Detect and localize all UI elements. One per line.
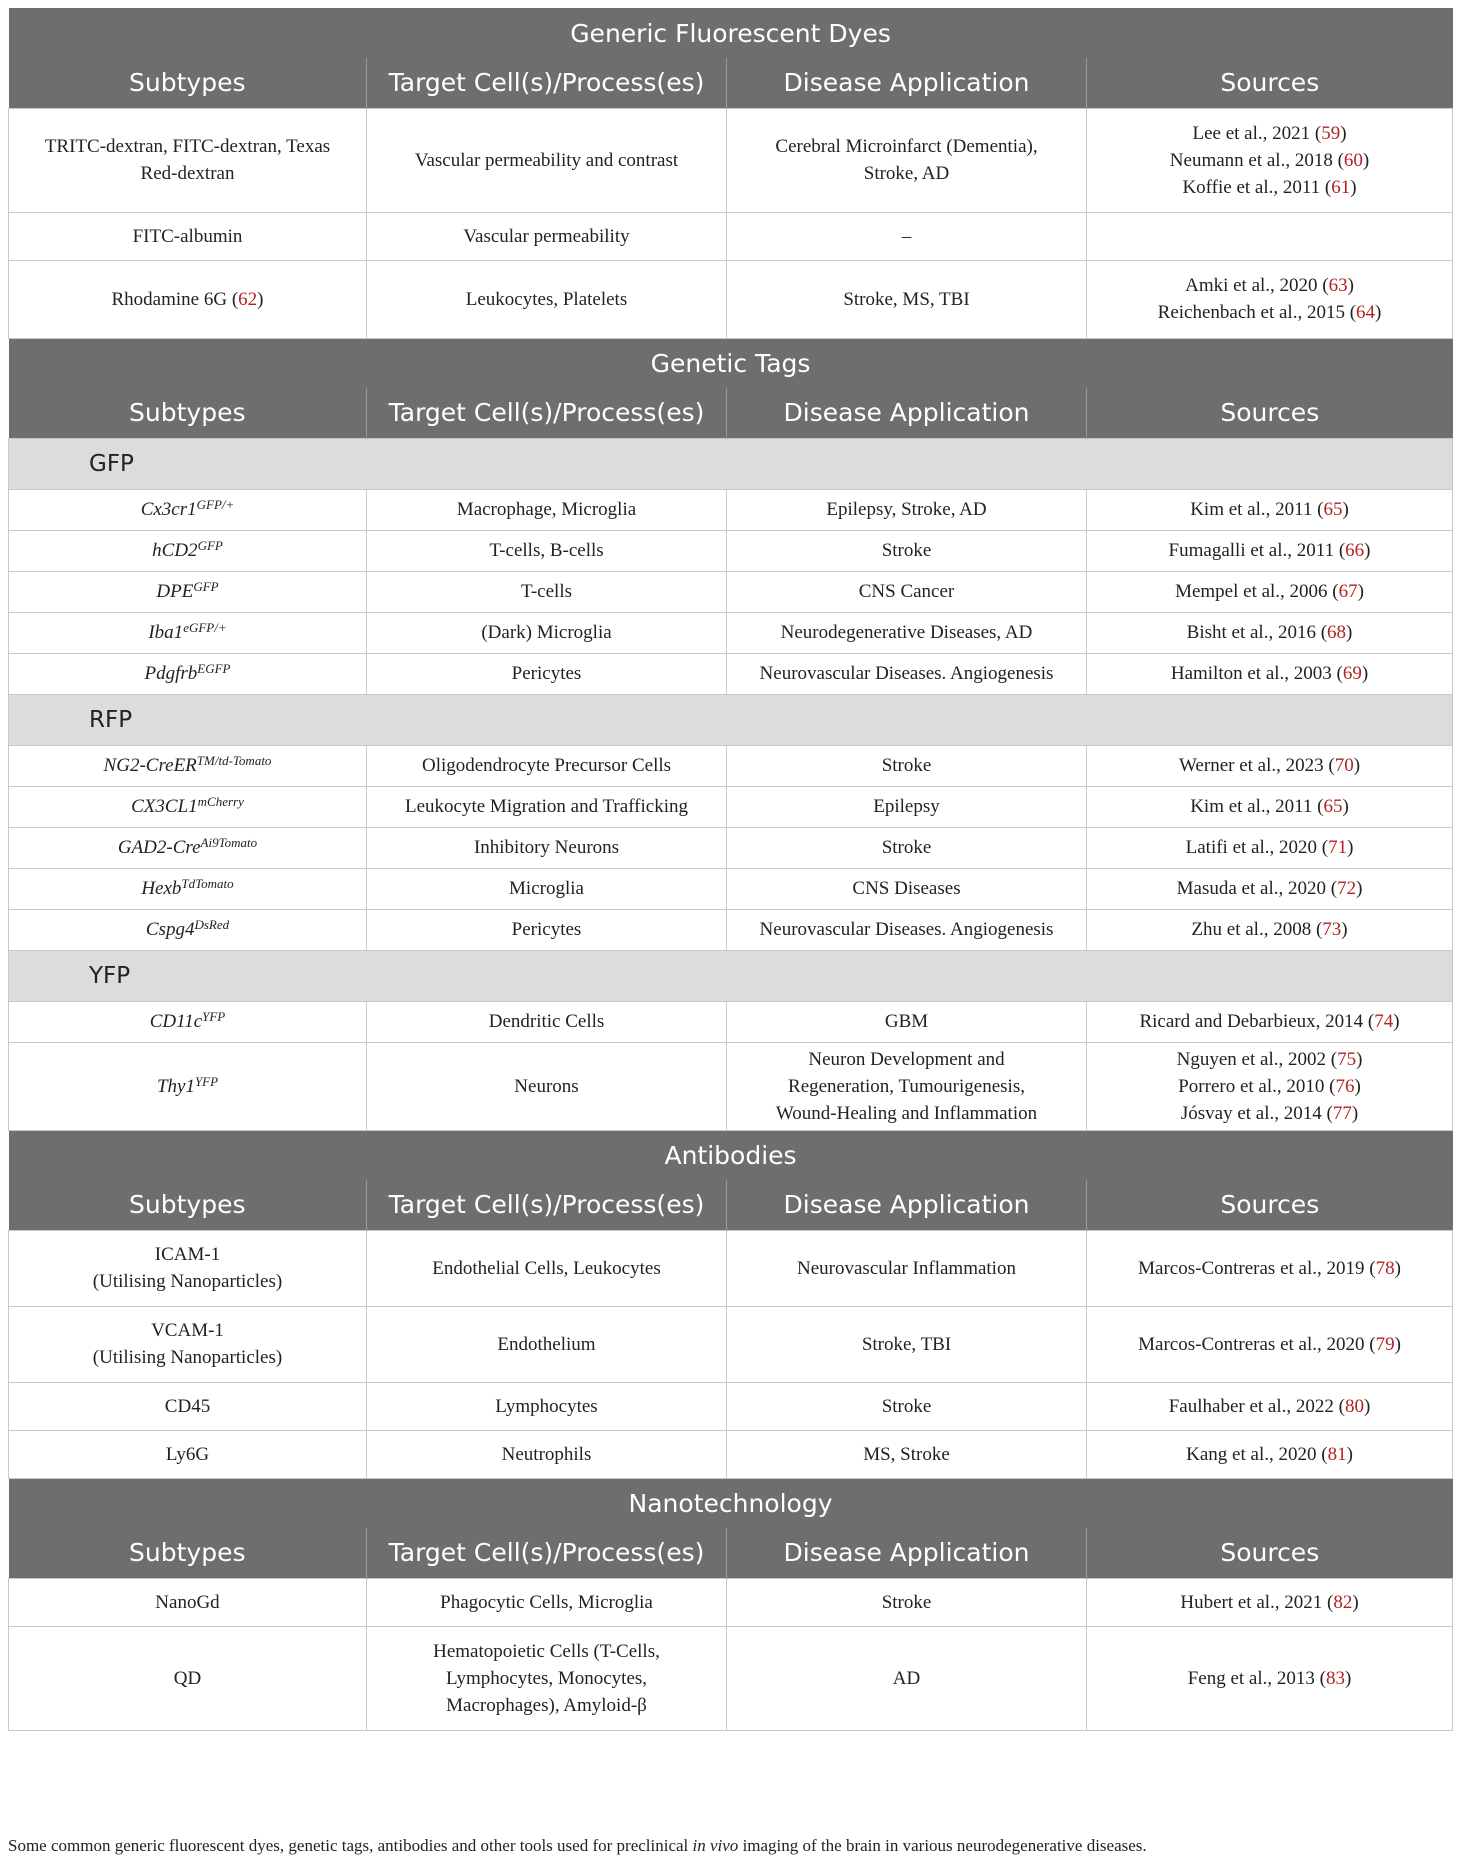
source-line: Hubert et al., 2021 (82) (1180, 1591, 1359, 1613)
sources-cell (1087, 909, 1453, 950)
column-header-row (9, 1528, 1453, 1578)
reference-link: 67 (1338, 581, 1358, 602)
column-header: Disease Application (727, 1528, 1087, 1578)
disease-cell: GBM (727, 1001, 1087, 1042)
cell-line: Ly6G (165, 1443, 210, 1465)
source-line: Amki et al., 2020 (63) (1185, 275, 1354, 296)
target-cell: Oligodendrocyte Precursor Cells (367, 745, 727, 786)
cell-line: TRITC-dextran, FITC-dextran, Texas (44, 136, 331, 157)
group-row (9, 950, 1453, 1001)
subtype-cell (9, 786, 367, 827)
reference-link: 74 (1374, 1011, 1394, 1032)
source-line: Kim et al., 2011 (65) (1190, 796, 1349, 817)
source-line: Jósvay et al., 2014 (77) (1180, 1102, 1359, 1124)
sources-cell (1087, 1042, 1453, 1130)
sources-cell (1087, 827, 1453, 868)
caption-text-end: imaging of the brain in various neurodegenerative diseases. (738, 1836, 1147, 1855)
disease-cell: CNS Diseases (727, 868, 1087, 909)
source-line: Latifi et al., 2020 (71) (1185, 837, 1354, 858)
column-header: Target Cell(s)/Process(es) (367, 388, 727, 438)
reference-link: 77 (1332, 1102, 1352, 1124)
sources-cell (1087, 571, 1453, 612)
column-header: Sources (1087, 1528, 1453, 1578)
target-cell: Microglia (367, 868, 727, 909)
source-line: Ricard and Debarbieux, 2014 (74) (1139, 1011, 1400, 1032)
cell-line: Endothelial Cells, Leukocytes (432, 1257, 661, 1279)
disease-cell: Epilepsy, Stroke, AD (727, 489, 1087, 530)
disease-cell (727, 1230, 1087, 1306)
table-row (9, 212, 1453, 260)
cell-line: Vascular permeability and contrast (414, 149, 679, 171)
table-row (9, 571, 1453, 612)
subtype-cell (9, 1306, 367, 1382)
section-title: Generic Fluorescent Dyes (9, 8, 1453, 58)
column-header: Subtypes (9, 58, 367, 108)
target-cell (367, 1430, 727, 1478)
reference-link: 66 (1345, 540, 1365, 561)
source-line: Feng et al., 2013 (83) (1187, 1667, 1352, 1689)
subtype-cell (9, 827, 367, 868)
disease-cell: Stroke (727, 745, 1087, 786)
cell-line: Regeneration, Tumourigenesis, (788, 1075, 1025, 1097)
sources-cell (1087, 1001, 1453, 1042)
table-row (9, 1382, 1453, 1430)
cell-line: Stroke, AD (863, 163, 950, 184)
table-row (9, 909, 1453, 950)
gene-name: $CX3CL1^{mCherry}$ (131, 794, 244, 817)
table-row (9, 530, 1453, 571)
target-cell (367, 260, 727, 338)
column-header: Target Cell(s)/Process(es) (367, 58, 727, 108)
cell-line: Leukocytes, Platelets (465, 288, 628, 310)
cell-line: – (901, 225, 912, 247)
subtype-cell (9, 909, 367, 950)
subtype-cell (9, 1578, 367, 1626)
cell-line: QD (173, 1667, 202, 1689)
reference-link: 76 (1335, 1075, 1355, 1097)
cell-line: Stroke, MS, TBI (843, 288, 970, 310)
gene-name: $Thy1^{YFP}$ (156, 1073, 219, 1097)
sources-cell (1087, 612, 1453, 653)
table-row (9, 1578, 1453, 1626)
subtype-cell (9, 1230, 367, 1306)
table-row (9, 1230, 1453, 1306)
sources-cell (1087, 212, 1453, 260)
reference-link: 61 (1331, 176, 1351, 198)
gene-name: Pdgfrb$^{EGFP}$ (144, 661, 231, 684)
sources-cell (1087, 1430, 1453, 1478)
reference-link: 70 (1334, 755, 1354, 776)
source-line: Werner et al., 2023 (70) (1179, 755, 1361, 776)
reference-link: 60 (1343, 149, 1363, 171)
target-cell: Neurons (367, 1042, 727, 1130)
section-title: Nanotechnology (9, 1478, 1453, 1528)
section-title-row (9, 1478, 1453, 1528)
target-cell: Pericytes (367, 653, 727, 694)
sources-cell (1087, 1306, 1453, 1382)
cell-line: NanoGd (155, 1591, 220, 1613)
source-line: Masuda et al., 2020 (72) (1176, 878, 1363, 899)
gene-name: GAD2-Cre$^{Ai9Tomato}$ (117, 835, 258, 858)
section-title-row (9, 8, 1453, 58)
target-cell (367, 1306, 727, 1382)
reference-link: 73 (1322, 919, 1342, 940)
table-row (9, 489, 1453, 530)
source-line: Kang et al., 2020 (81) (1186, 1443, 1353, 1465)
subtype-cell (9, 612, 367, 653)
cell-line: Neurovascular Inflammation (797, 1257, 1016, 1279)
column-header: Disease Application (727, 388, 1087, 438)
column-header: Target Cell(s)/Process(es) (367, 1528, 727, 1578)
reference-link: 65 (1323, 796, 1343, 817)
target-cell: Pericytes (367, 909, 727, 950)
sources-cell (1087, 1382, 1453, 1430)
source-line: Neumann et al., 2018 (60) (1169, 149, 1370, 171)
sources-cell (1087, 1230, 1453, 1306)
column-header-row (9, 1180, 1453, 1230)
cell-line: Phagocytic Cells, Microglia (440, 1591, 653, 1613)
imaging-tools-table (8, 8, 1453, 1731)
table-row (9, 1042, 1453, 1130)
sources-cell (1087, 1578, 1453, 1626)
source-line: Porrero et al., 2010 (76) (1178, 1075, 1361, 1097)
disease-cell (727, 108, 1087, 212)
gene-superscript: TdTomato (181, 876, 234, 891)
target-cell (367, 108, 727, 212)
reference-link: 80 (1344, 1395, 1364, 1417)
sources-cell (1087, 1626, 1453, 1730)
cell-line: ICAM-1 (154, 1244, 221, 1265)
subtype-cell (9, 1430, 367, 1478)
source-line: Lee et al., 2021 (59) (1192, 122, 1347, 144)
cell-line: MS, Stroke (863, 1443, 950, 1465)
disease-cell (727, 1382, 1087, 1430)
column-header: Subtypes (9, 388, 367, 438)
sources-cell (1087, 868, 1453, 909)
reference-link: 81 (1327, 1443, 1347, 1465)
gene-name: $Cx3cr1^{GFP/+}$ (140, 497, 235, 520)
target-cell (367, 212, 727, 260)
source-line: Reichenbach et al., 2015 (64) (1157, 302, 1382, 323)
disease-cell: Neurodegenerative Diseases, AD (727, 612, 1087, 653)
disease-cell (727, 1626, 1087, 1730)
cell-line: Neuron Development and (808, 1048, 1005, 1070)
sources-cell (1087, 745, 1453, 786)
source-line: Zhu et al., 2008 (73) (1191, 919, 1348, 940)
gene-name: $Iba1^{eGFP/+}$ (148, 620, 227, 643)
table-row (9, 1306, 1453, 1382)
column-header: Sources (1087, 388, 1453, 438)
source-line: Nguyen et al., 2002 (75) (1176, 1048, 1363, 1070)
target-cell (367, 1230, 727, 1306)
column-header: Disease Application (727, 1180, 1087, 1230)
gene-name: $Cspg4^{DsRed}$ (145, 917, 230, 940)
reference-link: 79 (1375, 1333, 1395, 1355)
disease-cell (727, 212, 1087, 260)
reference-link: 78 (1375, 1257, 1395, 1279)
target-cell (367, 1626, 727, 1730)
target-cell: (Dark) Microglia (367, 612, 727, 653)
gene-name: Hexb$^{TdTomato}$ (141, 876, 234, 899)
gene-name: $hCD2^{GFP}$ (152, 538, 223, 561)
cell-line: Vascular permeability (463, 225, 630, 247)
source-line: Marcos-Contreras et al., 2019 (78) (1138, 1257, 1401, 1279)
source-line: Bisht et al., 2016 (68) (1186, 622, 1353, 643)
reference-link: 82 (1333, 1591, 1353, 1613)
source-line: Fumagalli et al., 2011 (66) (1168, 540, 1371, 561)
cell-line: Wound-Healing and Inflammation (775, 1102, 1038, 1124)
reference-link: 83 (1325, 1667, 1345, 1689)
source-line: Koffie et al., 2011 (61) (1182, 176, 1357, 198)
column-header-row (9, 58, 1453, 108)
reference-link: 75 (1337, 1048, 1357, 1070)
cell-line: Neutrophils (501, 1443, 592, 1465)
disease-cell: Neurovascular Diseases. Angiogenesis (727, 909, 1087, 950)
cell-line: Stroke (881, 1395, 932, 1417)
cell-line: FITC-albumin (132, 225, 243, 247)
disease-cell: Epilepsy (727, 786, 1087, 827)
gene-superscript: TM/td-Tomato (196, 753, 272, 768)
gene-superscript: eGFP/+ (183, 620, 227, 635)
cell-line: Endothelium (497, 1333, 596, 1355)
column-header: Target Cell(s)/Process(es) (367, 1180, 727, 1230)
cell-line: Stroke, TBI (861, 1333, 952, 1355)
reference-link: 64 (1356, 302, 1376, 323)
gene-superscript: YFP (202, 1009, 226, 1024)
disease-cell (727, 260, 1087, 338)
subtype-cell (9, 212, 367, 260)
column-header: Sources (1087, 58, 1453, 108)
cell-line: Lymphocytes (495, 1395, 598, 1417)
table-row (9, 108, 1453, 212)
cell-line: AD (892, 1667, 921, 1689)
source-line: Marcos-Contreras et al., 2020 (79) (1138, 1333, 1401, 1355)
sources-cell (1087, 653, 1453, 694)
target-cell: T-cells, B-cells (367, 530, 727, 571)
gene-name: $CD11c^{YFP}$ (149, 1009, 226, 1032)
cell-line: Stroke (881, 1591, 932, 1613)
subtype-cell (9, 653, 367, 694)
group-label: YFP (9, 950, 1453, 1001)
cell-line: Macrophages), Amyloid-β (446, 1694, 647, 1716)
cell-line: Lymphocytes, Monocytes, (445, 1667, 648, 1689)
section-title-row (9, 1130, 1453, 1180)
target-cell: T-cells (367, 571, 727, 612)
table-row (9, 1430, 1453, 1478)
target-cell: Leukocyte Migration and Trafficking (367, 786, 727, 827)
disease-cell: CNS Cancer (727, 571, 1087, 612)
source-line: Faulhaber et al., 2022 (80) (1168, 1395, 1371, 1417)
table-row (9, 827, 1453, 868)
column-header: Sources (1087, 1180, 1453, 1230)
table-row (9, 868, 1453, 909)
group-label: GFP (9, 438, 1453, 489)
subtype-cell (9, 1001, 367, 1042)
cell-line: VCAM-1 (151, 1320, 224, 1341)
disease-cell (727, 1578, 1087, 1626)
section-title-row (9, 338, 1453, 388)
gene-superscript: GFP (197, 538, 223, 553)
cell-line: Hematopoietic Cells (T-Cells, (433, 1640, 660, 1662)
sources-cell (1087, 530, 1453, 571)
source-line: Hamilton et al., 2003 (69) (1170, 663, 1369, 684)
cell-line: Cerebral Microinfarct (Dementia), (775, 136, 1038, 157)
source-line: Kim et al., 2011 (65) (1190, 499, 1349, 520)
cell-line: (Utilising Nanoparticles) (92, 1347, 283, 1368)
gene-superscript: mCherry (197, 794, 244, 809)
disease-cell (727, 1042, 1087, 1130)
table-row (9, 612, 1453, 653)
caption-text: Some common generic fluorescent dyes, genetic tags, antibodies and other tools used for preclinical (8, 1836, 693, 1855)
section-title: Antibodies (9, 1130, 1453, 1180)
sources-cell (1087, 786, 1453, 827)
subtype-cell (9, 745, 367, 786)
gene-superscript: YFP (194, 1073, 219, 1089)
reference-link: 71 (1328, 837, 1348, 858)
reference-link: 72 (1337, 878, 1357, 899)
table-row (9, 1626, 1453, 1730)
group-row (9, 438, 1453, 489)
gene-superscript: GFP (193, 579, 219, 594)
subtype-cell (9, 489, 367, 530)
subtype-cell (9, 1382, 367, 1430)
disease-cell: Stroke (727, 827, 1087, 868)
target-cell (367, 1578, 727, 1626)
disease-cell: Stroke (727, 530, 1087, 571)
disease-cell (727, 1306, 1087, 1382)
column-header: Subtypes (9, 1180, 367, 1230)
table-row (9, 745, 1453, 786)
sources-cell (1087, 489, 1453, 530)
sources-cell (1087, 108, 1453, 212)
sources-cell (1087, 260, 1453, 338)
subtype-cell (9, 571, 367, 612)
table-caption (8, 1836, 1147, 1856)
table-container (8, 8, 1452, 1731)
subtype-cell (9, 530, 367, 571)
target-cell: Dendritic Cells (367, 1001, 727, 1042)
gene-superscript: GFP/+ (196, 497, 235, 512)
subtype-cell (9, 1042, 367, 1130)
cell-line: Red-dextran (140, 163, 235, 184)
cell-line: CD45 (164, 1395, 211, 1417)
caption-italic: in vivo (692, 1836, 739, 1855)
column-header-row (9, 388, 1453, 438)
cell-line: (Utilising Nanoparticles) (92, 1271, 283, 1292)
disease-cell: Neurovascular Diseases. Angiogenesis (727, 653, 1087, 694)
target-cell: Inhibitory Neurons (367, 827, 727, 868)
subtype-cell: Rhodamine 6G (62) (9, 260, 367, 338)
table-row (9, 1001, 1453, 1042)
group-label: RFP (9, 694, 1453, 745)
column-header: Disease Application (727, 58, 1087, 108)
gene-superscript: Ai9Tomato (200, 835, 258, 850)
reference-link: 63 (1328, 275, 1348, 296)
subtype-cell (9, 108, 367, 212)
gene-superscript: EGFP (197, 661, 231, 676)
reference-link: 68 (1327, 622, 1347, 643)
table-row (9, 786, 1453, 827)
subtype-cell (9, 868, 367, 909)
gene-name: NG2-CreER$^{TM/td-Tomato}$ (103, 753, 272, 776)
subtype-cell (9, 1626, 367, 1730)
target-cell (367, 1382, 727, 1430)
gene-name: $DPE^{GFP}$ (156, 579, 219, 602)
column-header: Subtypes (9, 1528, 367, 1578)
gene-superscript: DsRed (194, 917, 230, 932)
reference-link: 69 (1342, 663, 1362, 684)
table-row (9, 260, 1453, 338)
reference-link: 59 (1321, 122, 1341, 144)
target-cell: Macrophage, Microglia (367, 489, 727, 530)
reference-link: 62 (238, 288, 258, 310)
source-line: Mempel et al., 2006 (67) (1175, 581, 1364, 602)
disease-cell (727, 1430, 1087, 1478)
section-title: Genetic Tags (9, 338, 1453, 388)
group-row (9, 694, 1453, 745)
table-row (9, 653, 1453, 694)
reference-link: 65 (1323, 499, 1343, 520)
